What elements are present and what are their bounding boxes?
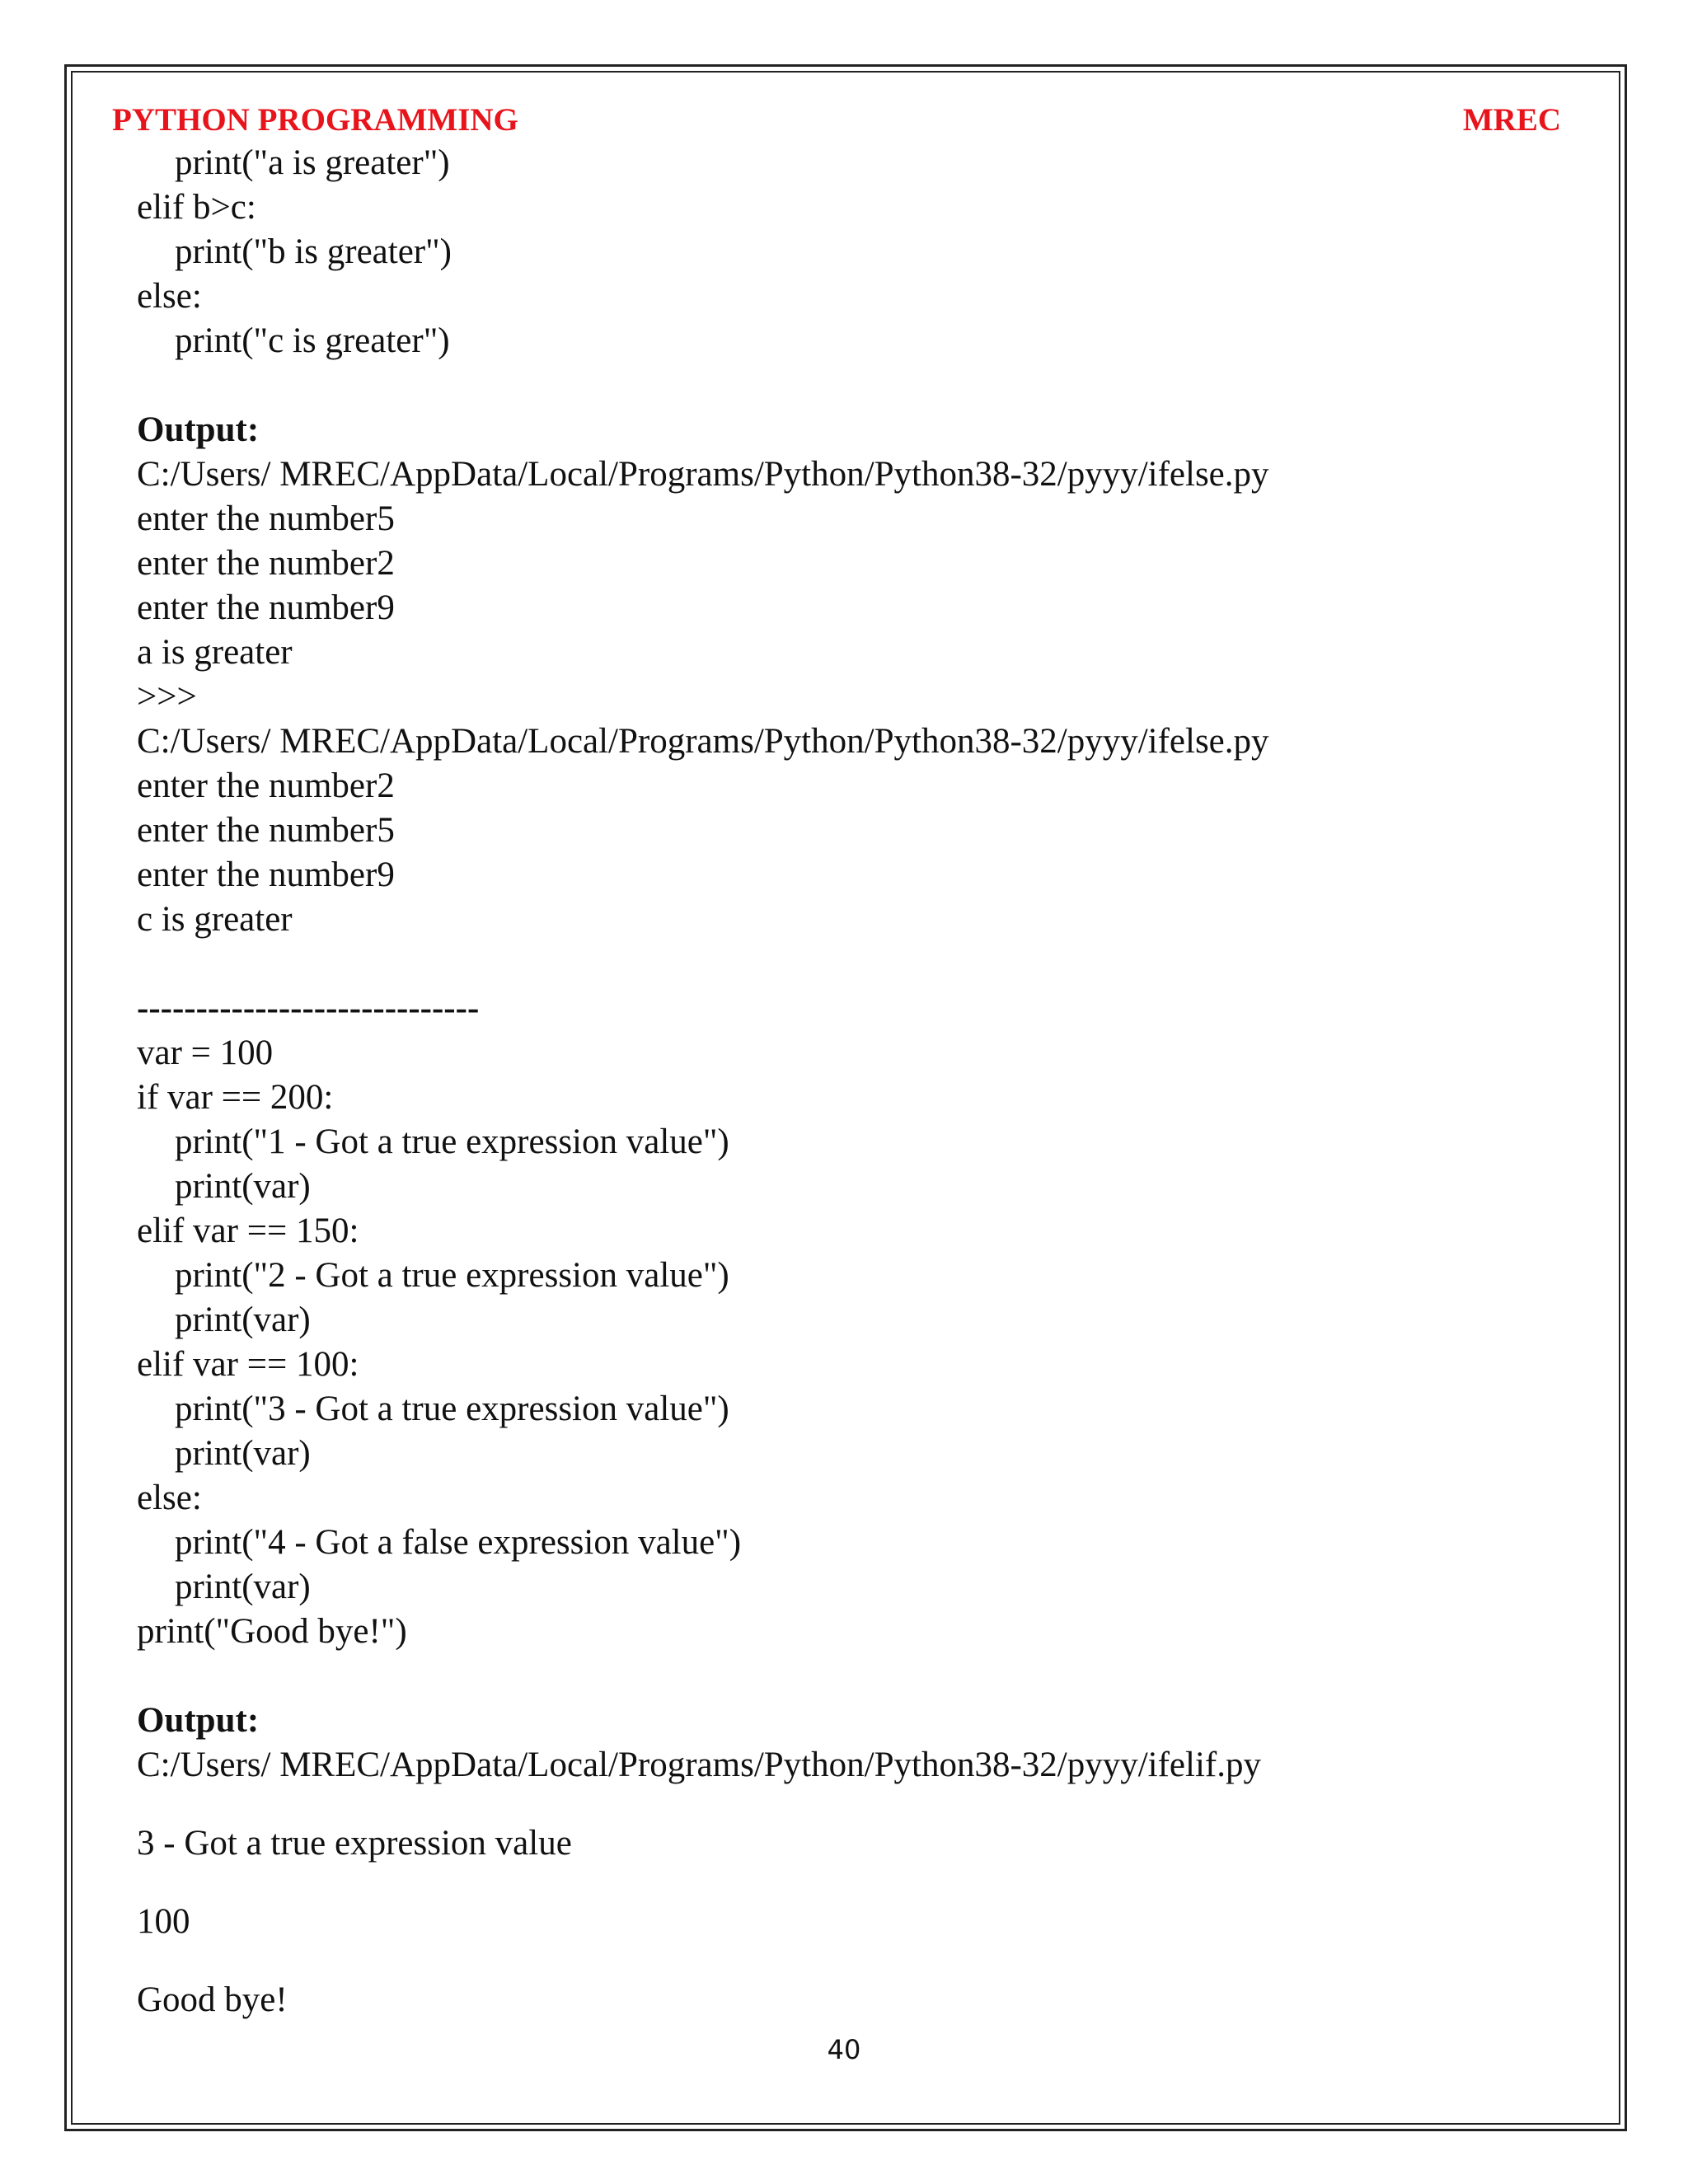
spacer — [137, 1788, 1587, 1821]
code-line: if var == 200: — [137, 1078, 334, 1117]
output-line: C:/Users/ MREC/AppData/Local/Programs/Python/Python38-32/pyyy/ifelse.py — [137, 722, 1269, 761]
output-line: 100 — [137, 1902, 190, 1941]
output-line: enter the number2 — [137, 544, 395, 583]
code-line: print("1 - Got a true expression value") — [175, 1122, 729, 1161]
code-line: elif b>c: — [137, 188, 256, 227]
output-heading: Output: — [137, 1701, 260, 1740]
header-institution: MREC — [1462, 102, 1561, 138]
code-line: print("a is greater") — [175, 143, 450, 182]
code-line: print("b is greater") — [175, 232, 452, 271]
spacer — [137, 942, 1587, 987]
spacer — [137, 1654, 1587, 1699]
code-line: print("2 - Got a true expression value") — [175, 1256, 729, 1295]
spacer — [137, 363, 1587, 408]
output-line: C:/Users/ MREC/AppData/Local/Programs/Python/Python38-32/pyyy/ifelse.py — [137, 455, 1269, 494]
code-line: print(var) — [175, 1434, 311, 1473]
output-line: enter the number2 — [137, 766, 395, 805]
page-number: 40 — [827, 2034, 861, 2065]
code-line: print(var) — [175, 1568, 311, 1606]
output-line: c is greater — [137, 900, 293, 939]
output-line: enter the number5 — [137, 499, 395, 538]
output-line: Good bye! — [137, 1980, 288, 2019]
output-line: C:/Users/ MREC/AppData/Local/Programs/Python/Python38-32/pyyy/ifelif.py — [137, 1746, 1261, 1784]
code-line: var = 100 — [137, 1033, 274, 1072]
spacer — [137, 1866, 1587, 1900]
code-line: print(var) — [175, 1167, 311, 1206]
spacer — [137, 1944, 1587, 1978]
separator-line: ----------------------------- — [137, 989, 480, 1028]
code-line: elif var == 150: — [137, 1212, 359, 1250]
document-body — [137, 141, 1587, 2022]
code-line: elif var == 100: — [137, 1345, 359, 1384]
output-line: a is greater — [137, 633, 293, 672]
output-line: >>> — [137, 677, 197, 716]
code-line: print("Good bye!") — [137, 1612, 407, 1651]
code-line: print("c is greater") — [175, 321, 450, 360]
code-line: else: — [137, 1479, 202, 1517]
output-line: 3 - Got a true expression value — [137, 1824, 572, 1863]
code-line: print(var) — [175, 1301, 311, 1339]
code-line: else: — [137, 277, 202, 316]
code-line: print("3 - Got a true expression value") — [175, 1390, 729, 1428]
output-line: enter the number5 — [137, 811, 395, 850]
page-header — [112, 99, 1561, 142]
output-line: enter the number9 — [137, 855, 395, 894]
output-heading: Output: — [137, 410, 260, 449]
output-line: enter the number9 — [137, 588, 395, 627]
code-line: print("4 - Got a false expression value") — [175, 1523, 742, 1562]
header-title: PYTHON PROGRAMMING — [112, 102, 518, 138]
